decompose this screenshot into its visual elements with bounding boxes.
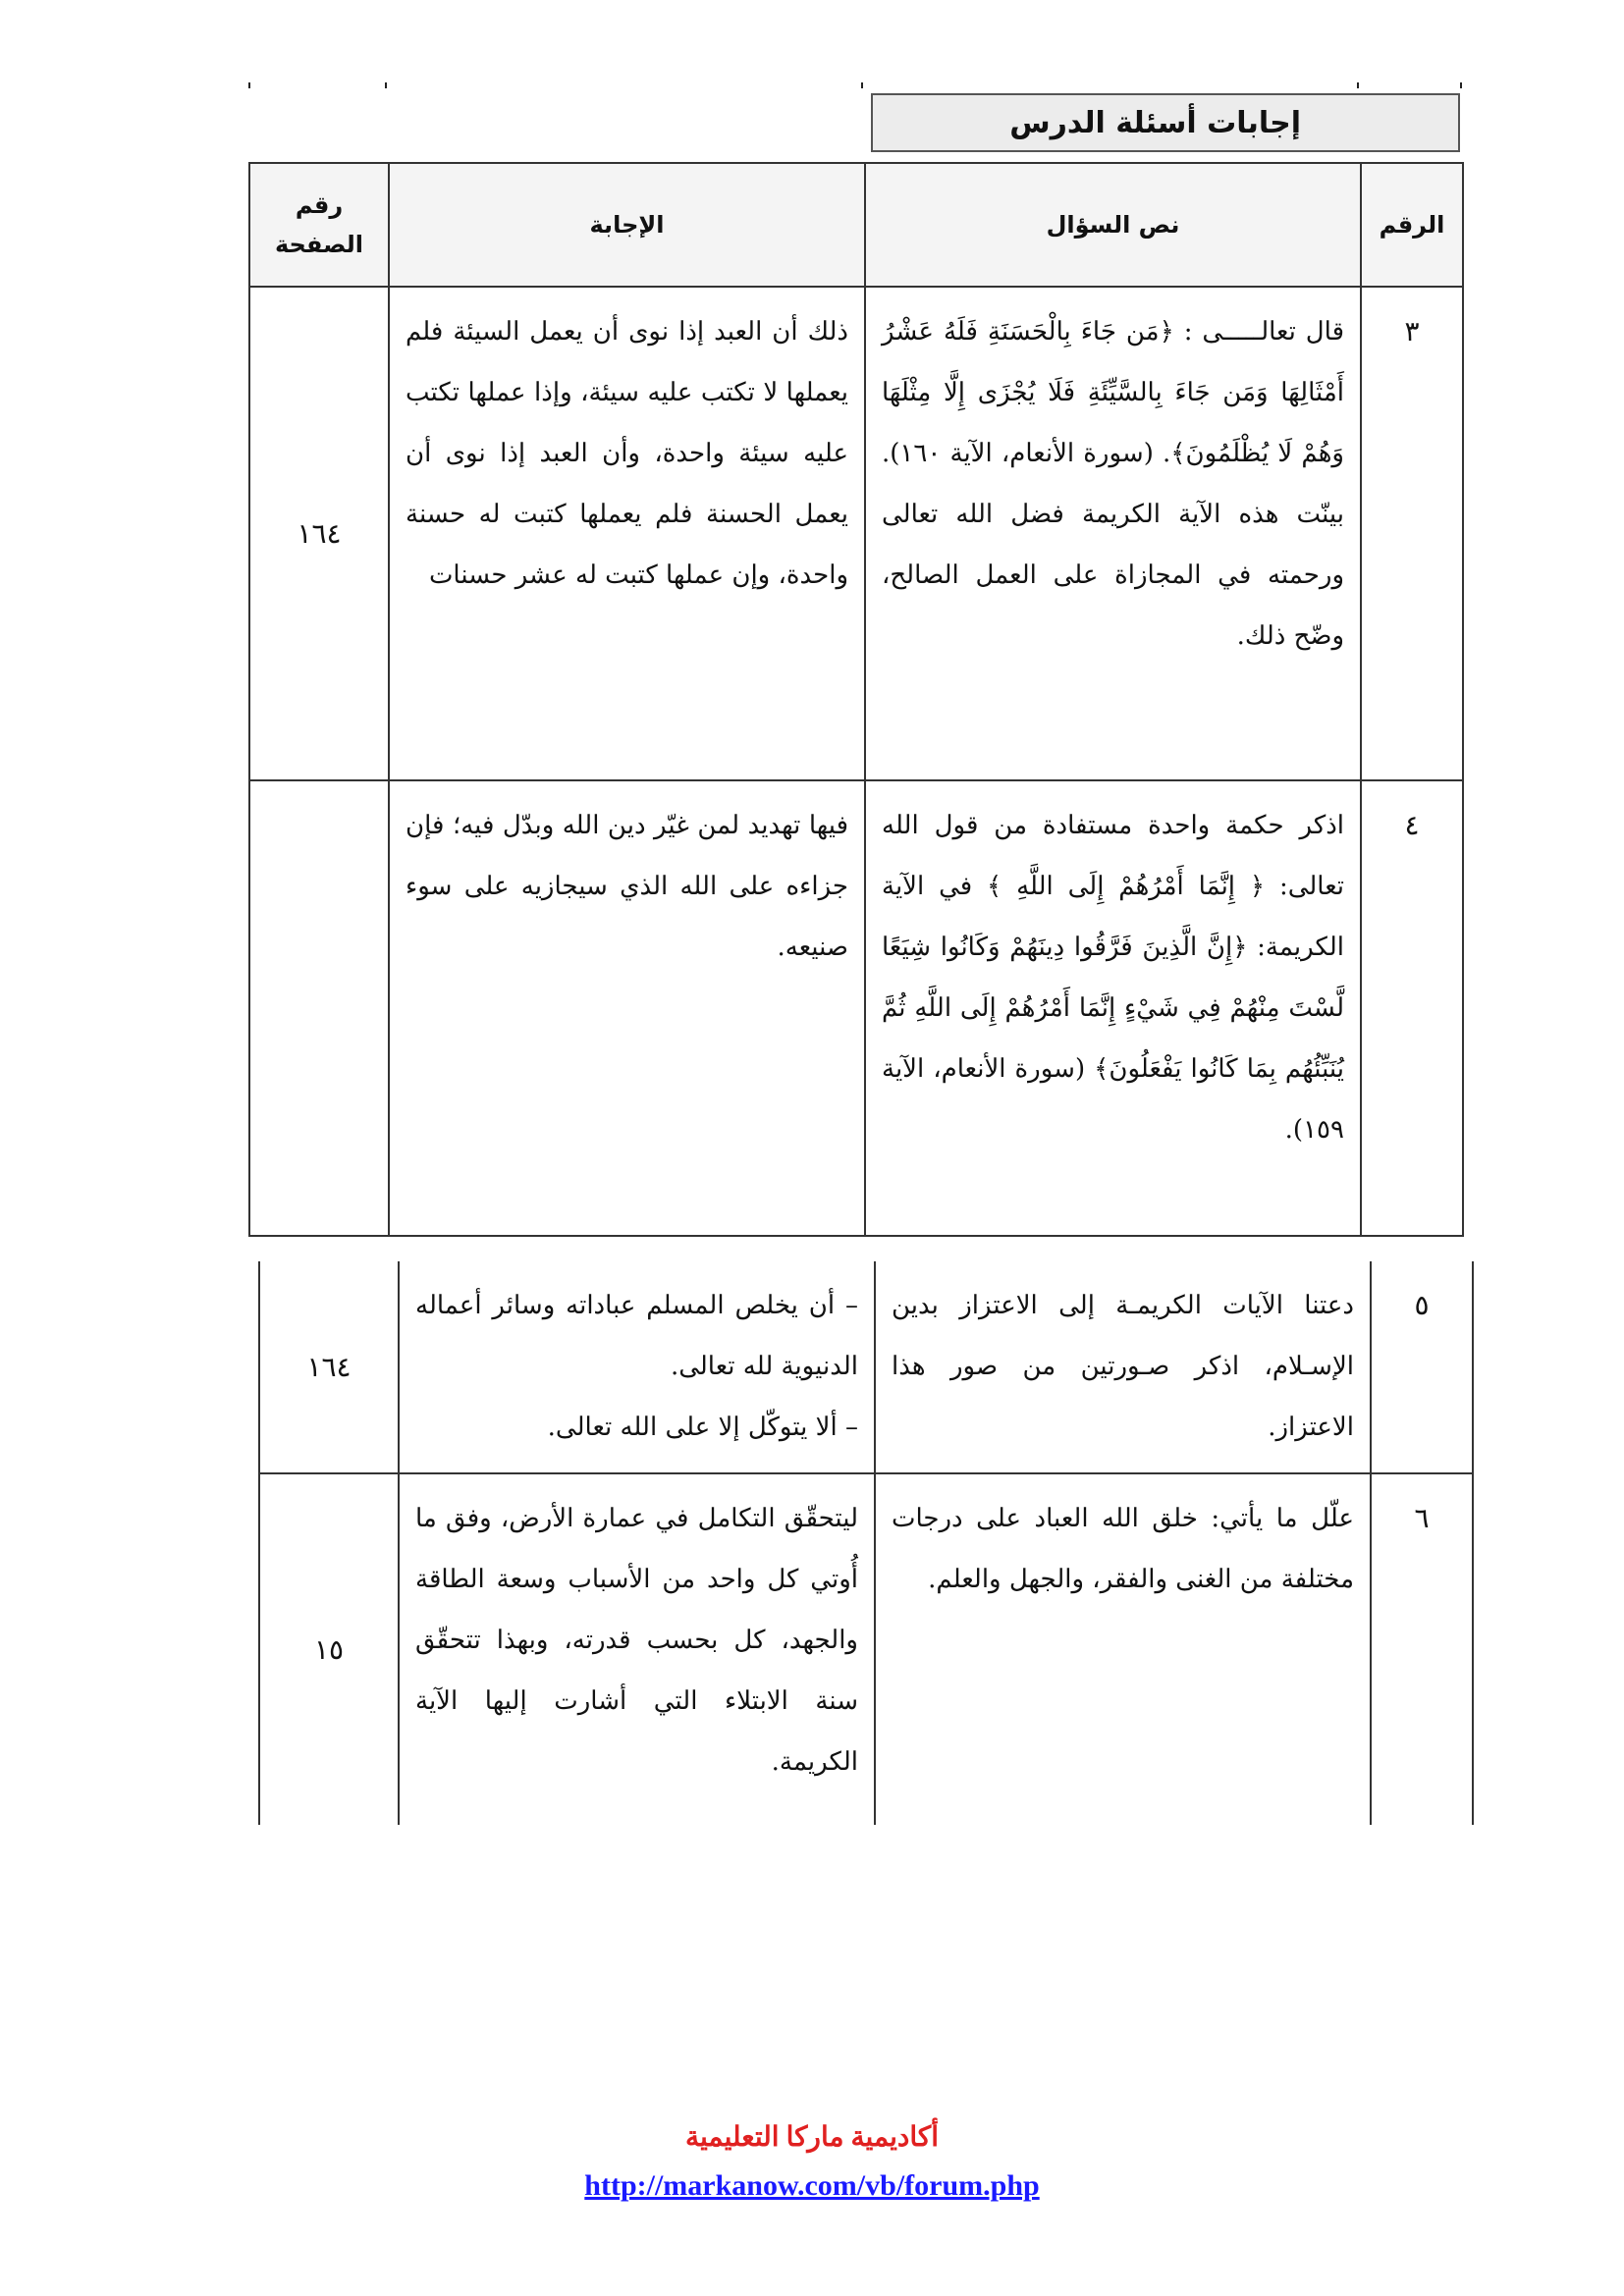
row-number: ٣ xyxy=(1361,287,1463,780)
header-question: نص السؤال xyxy=(865,163,1361,287)
answers-table-bottom xyxy=(258,1261,1474,1825)
question-text: دعتنا الآيات الكريمـة إلى الاعتزاز بدين الإسـلام، اذكر صـورتين من صور هذا الاعتزاز. xyxy=(875,1261,1371,1473)
page-mark xyxy=(385,82,387,88)
row-number: ٦ xyxy=(1371,1473,1473,1825)
answer-text: فيها تهديد لمن غيّر دين الله وبدّل فيه؛ فإن جزاءه على الله الذي سيجازيه على سوء صنيعه. xyxy=(389,780,865,1236)
page-number: ١٦٤ xyxy=(249,287,389,780)
table-header-row xyxy=(249,163,1463,287)
question-text: اذكر حكمة واحدة مستفادة من قول الله تعالى: ﴿ إِنَّمَا أَمْرُهُمْ إِلَى اللَّهِ ﴾ في الآية الكريمة: ﴿إِنَّ الَّذِينَ فَرَّقُوا دِينَهُمْ وَكَانُوا شِيَعًا لَّسْتَ مِنْهُمْ فِي شَيْءٍ إِنَّمَا أَمْرُهُمْ إِلَى اللَّهِ ثُمَّ يُنَبِّئُهُم بِمَا كَانُوا يَفْعَلُونَ﴾ (سورة الأنعام، الآية ١٥٩). xyxy=(865,780,1361,1236)
page-mark xyxy=(861,82,863,88)
answers-table-top xyxy=(248,162,1464,1237)
answer-text: ذلك أن العبد إذا نوى أن يعمل السيئة فلم يعملها لا تكتب عليه سيئة، وإذا عملها تكتب عليه سيئة واحدة، وأن العبد إذا نوى أن يعمل الحسنة فلم يعملها كتبت له حسنة واحدة، وإن عملها كتبت له عشر حسنات xyxy=(389,287,865,780)
header-page: رقم الصفحة xyxy=(249,163,389,287)
row-number: ٤ xyxy=(1361,780,1463,1236)
question-text: قال تعالـــــى : ﴿مَن جَاءَ بِالْحَسَنَةِ فَلَهُ عَشْرُ أَمْثَالِهَا وَمَن جَاءَ بِالسَّيِّئَةِ فَلَا يُجْزَى إِلَّا مِثْلَهَا وَهُمْ لَا يُظْلَمُونَ﴾. (سورة الأنعام، الآية ١٦٠). بينّت هذه الآية الكريمة فضل الله تعالى ورحمته في المجازاة على العمل الصالح، وضّح ذلك. xyxy=(865,287,1361,780)
table-row xyxy=(249,287,1463,780)
page-number: ١٥ xyxy=(259,1473,399,1825)
answer-text: ليتحقّق التكامل في عمارة الأرض، وفق ما أُوتي كل واحد من الأسباب وسعة الطاقة والجهد، كل بحسب قدرته، وبهذا تتحقّق سنة الابتلاء التي أشارت إليها الآية الكريمة. xyxy=(399,1473,875,1825)
page-mark xyxy=(1357,82,1359,88)
footer-academy-name: أكاديمية ماركا التعليمية xyxy=(684,2122,940,2153)
row-number: ٥ xyxy=(1371,1261,1473,1473)
page-number xyxy=(249,780,389,1236)
answer-text xyxy=(399,1261,875,1473)
table-row xyxy=(259,1261,1473,1473)
footer-link[interactable]: http://markanow.com/vb/forum.php xyxy=(584,2169,1040,2202)
page-number: ١٦٤ xyxy=(259,1261,399,1473)
header-number: الرقم xyxy=(1361,163,1463,287)
answer-line: – أن يخلص المسلم عباداته وسائر أعماله الدنيوية لله تعالى. xyxy=(415,1291,858,1381)
table-row xyxy=(259,1473,1473,1825)
question-text: علّل ما يأتي: خلق الله العباد على درجات مختلفة من الغنى والفقر، والجهل والعلم. xyxy=(875,1473,1371,1825)
section-title: إجابات أسئلة الدرس xyxy=(871,93,1460,152)
header-answer: الإجابة xyxy=(389,163,865,287)
page-mark xyxy=(1460,82,1462,88)
page-mark xyxy=(248,82,250,88)
answer-line: – ألا يتوكّل إلا على الله تعالى. xyxy=(547,1413,858,1442)
table-row xyxy=(249,780,1463,1236)
